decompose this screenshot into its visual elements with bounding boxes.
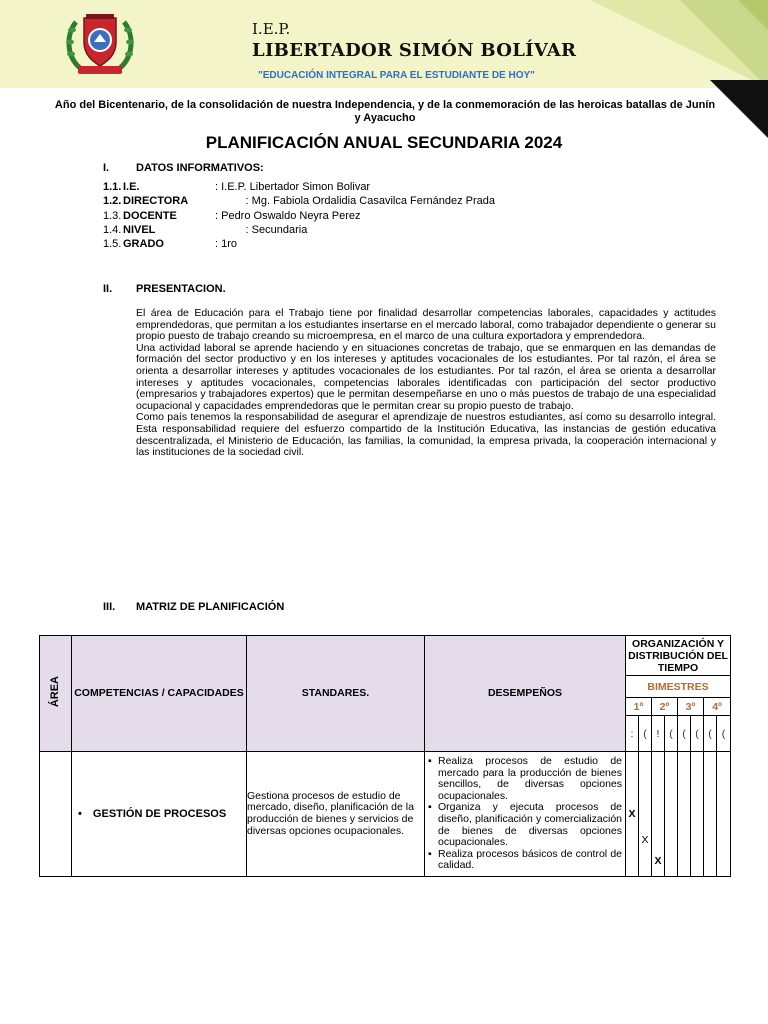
section-1-heading: [103, 162, 503, 176]
info-row-nivel: [103, 224, 603, 238]
info-label: GRADO: [123, 238, 164, 250]
planning-matrix-table: [39, 635, 731, 877]
schedule-mark: X: [654, 855, 662, 867]
header-desempenos: DESEMPEÑOS: [425, 636, 626, 752]
info-row-directora: [103, 195, 603, 209]
header-standares: STANDARES.: [247, 636, 425, 752]
header-bimestres: BIMESTRES: [626, 676, 731, 698]
info-row-grado: [103, 238, 603, 252]
info-number: 1.1.: [103, 181, 122, 193]
schedule-cell: [665, 752, 678, 877]
schedule-cell: [717, 752, 731, 877]
desempenos-list: [425, 756, 625, 872]
sub-column: (: [691, 716, 704, 752]
sub-column: (: [665, 716, 678, 752]
year-note: Año del Bicentenario, de la consolidación de nuestra Independencia, y de la conmemoración de las heroicas batallas de Junín y Ayacucho: [54, 99, 716, 124]
info-value: : I.E.P. Libertador Simon Bolivar: [215, 181, 371, 193]
paragraph: El área de Educación para el Trabajo tiene por finalidad desarrollar competencias laborales, capacidades y actitudes emprendedoras, que permitan a los estudiantes insertarse en el mercado laboral, como trabajador dependiente o generar su propio puesto de trabajo creando su microempresa, en el marco de una cultura exportadora y emprendedora.: [136, 307, 716, 343]
schedule-cell: [704, 752, 717, 877]
sub-column: (: [704, 716, 717, 752]
bimestre-1: 1º: [626, 698, 652, 716]
sub-column: !: [652, 716, 665, 752]
info-value: : Secundaria: [215, 224, 308, 236]
presentation-text: [136, 308, 716, 459]
header-area: [40, 636, 72, 752]
school-type: I.E.P.: [252, 20, 291, 38]
standar-cell: Gestiona procesos de estudio de mercado, diseño, planificación de la producción de bienes y servicios de diversas opciones ocupacionales.: [247, 752, 425, 877]
schedule-mark: X: [628, 808, 636, 820]
info-label: I.E.: [123, 181, 140, 193]
info-row-ie: [103, 181, 603, 195]
info-value: : Mg. Fabiola Ordalidia Casavilca Fernández Prada: [215, 195, 496, 207]
section-number: II.: [103, 283, 113, 295]
area-cell: [40, 752, 72, 877]
desempeno-text: Realiza procesos de estudio de mercado para la producción de bienes sencillos, de diversas opciones ocupacionales.: [438, 755, 622, 802]
school-name: LIBERTADOR SIMÓN BOLÍVAR: [252, 40, 577, 61]
section-title: PRESENTACION.: [136, 283, 226, 295]
schedule-cell: [691, 752, 704, 877]
school-crest-logo: [60, 12, 140, 78]
list-item: [428, 802, 622, 848]
header-organizacion: ORGANIZACIÓN Y DISTRIBUCIÓN DEL TIEMPO: [626, 636, 731, 676]
bimestre-3: 3º: [678, 698, 704, 716]
schedule-cell: [652, 752, 665, 877]
competencia-label: GESTIÓN DE PROCESOS: [92, 808, 227, 820]
section-title: MATRIZ DE PLANIFICACIÓN: [136, 601, 285, 613]
info-value: : Pedro Oswaldo Neyra Perez: [215, 210, 361, 222]
header-band: [0, 0, 768, 88]
list-bullet: ▪: [428, 801, 432, 814]
info-label: DIRECTORA: [123, 195, 189, 207]
schedule-mark: X: [641, 834, 649, 846]
paragraph: Una actividad laboral se aprende haciendo y en situaciones concretas de trabajo, que se enmarquen en las demandas de formación del sector productivo y en los intereses y aptitudes vocacionales de los estudiantes. Por tal razón, el área se orienta a desarrollar intereses y aptitudes vocacionales de los estudiantes. Por tal razón, el área se orienta a desarrollar intereses y aptitudes vocacionales, competencias laborales identificadas con participación del sector productivo (empresarios y trabajadores expertos) que le permitan desempeñarse en uno o más puestos de trabajo de una especialidad ocupacional y capacidades emprendedoras que le permitan crear su propio puesto de trabajo.: [136, 341, 716, 412]
paragraph: Como país tenemos la responsabilidad de asegurar el aprendizaje de nuestros estudiantes, así como su desarrollo integral. Esta responsabilidad requiere del esfuerzo compartido de la Institución Educativa, las instancias de gestión educativa descentralizada, el Ministerio de Educación, las familias, la comunidad, la empresa privada, la cooperación internacional y las instituciones de la sociedad civil.: [136, 411, 716, 459]
list-item: [428, 756, 622, 802]
section-title: DATOS INFORMATIVOS:: [136, 162, 264, 174]
competencia-bullet: •: [78, 808, 82, 820]
school-motto: "EDUCACIÓN INTEGRAL PARA EL ESTUDIANTE DE HOY": [258, 70, 535, 81]
desempenos-cell: [425, 752, 626, 877]
sub-column: (: [639, 716, 652, 752]
schedule-cell: [639, 752, 652, 877]
section-number: I.: [103, 162, 110, 174]
sub-column: (: [678, 716, 691, 752]
schedule-cell: [678, 752, 691, 877]
schedule-cell: [626, 752, 639, 877]
info-number: 1.5.: [103, 238, 122, 250]
page-title: PLANIFICACIÓN ANUAL SECUNDARIA 2024: [205, 133, 563, 152]
area-header-label: ÁREA: [49, 675, 61, 708]
info-number: 1.2.: [103, 195, 122, 207]
list-bullet: ▪: [428, 847, 432, 860]
competencia-cell: [72, 752, 247, 877]
list-bullet: ▪: [428, 755, 432, 768]
list-item: [428, 849, 622, 872]
info-number: 1.3.: [103, 210, 122, 222]
desempeno-text: Realiza procesos básicos de control de calidad.: [438, 847, 622, 872]
section-2-heading: [103, 283, 503, 297]
sub-column: :: [626, 716, 639, 752]
sub-column: (: [717, 716, 731, 752]
bimestre-4: 4º: [704, 698, 731, 716]
decorative-corner-dark: [710, 80, 768, 138]
info-label: DOCENTE: [123, 210, 177, 222]
header-competencias: COMPETENCIAS / CAPACIDADES: [72, 636, 247, 752]
info-row-docente: [103, 210, 603, 224]
decorative-corner: [738, 0, 768, 30]
info-value: : 1ro: [215, 238, 238, 250]
section-3-heading: [103, 601, 503, 615]
desempeno-text: Organiza y ejecuta procesos de diseño, planificación y comercialización de bienes de diversas opciones ocupacionales.: [438, 801, 622, 849]
info-number: 1.4.: [103, 224, 122, 236]
info-label: NIVEL: [123, 224, 156, 236]
bimestre-2: 2º: [652, 698, 678, 716]
section-number: III.: [103, 601, 116, 613]
